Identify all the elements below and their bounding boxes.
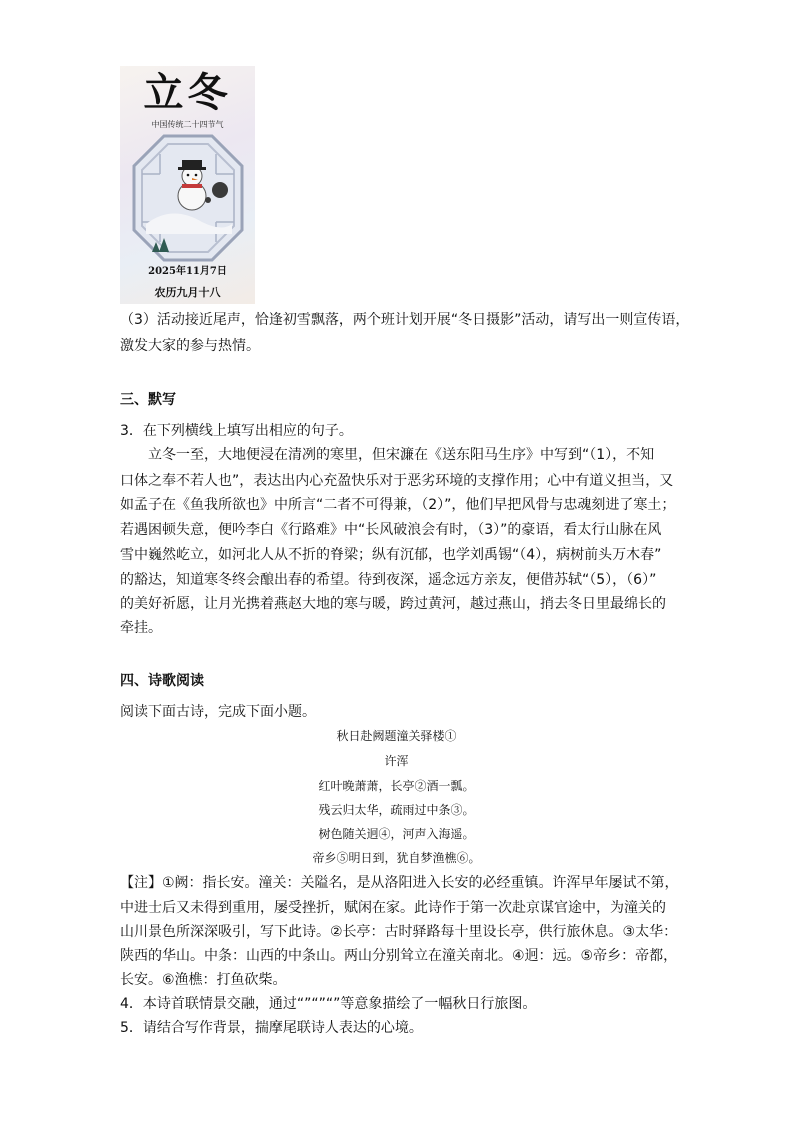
- poster-date: 2025年11月7日: [148, 266, 227, 277]
- poem-line: 树色随关迥④，河声入海遥。: [318, 827, 475, 841]
- passage-line: 牵挂。: [120, 620, 162, 636]
- poster-lunar-date: 农历九月十八: [154, 286, 221, 299]
- poem-note-line: 山川景色所深深吸引，写下此诗。②长亭：古时驿路每十里设长亭，供行旅休息。③太华：: [120, 924, 678, 940]
- snowman-window-illustration: [132, 134, 244, 262]
- question-2-3-line1: （3）活动接近尾声，恰逢初雪飘落，两个班计划开展“冬日摄影”活动，请写出一则宣传语，: [120, 312, 690, 328]
- poster-subtitle: 中国传统二十四节气: [151, 120, 224, 129]
- passage-line: 的豁达，知道寒冬终会酿出春的希望。待到夜深，遥念远方亲友，便借苏轼“（5），（6）”: [120, 572, 657, 588]
- passage-line: 立冬一至，大地便浸在清冽的寒里，但宋濂在《送东阳马生序》中写到“（1），不知: [148, 447, 655, 463]
- question-2-3-line2: 激发大家的参与热情。: [120, 338, 260, 354]
- poem-note-line: 长安。⑥渔樵：打鱼砍柴。: [120, 972, 287, 988]
- question-4: 4．本诗首联情景交融，通过“”“”“”等意象描绘了一幅秋日行旅图。: [120, 996, 537, 1012]
- passage-line: 的美好祈愿，让月光携着燕赵大地的寒与暖，跨过黄河，越过燕山，捎去冬日里最绵长的: [120, 596, 666, 612]
- poem-line: 红叶晚萧萧，长亭②酒一瓢。: [318, 779, 475, 793]
- passage-line: 雪中巍然屹立，如河北人从不折的脊梁；纵有沉郁，也学刘禹锡“（4），病树前头万木春”: [120, 547, 662, 563]
- poem-note-line: 中进士后又未得到重用，屡受挫折，赋闲在家。此诗作于第一次赴京谋官途中，为潼关的: [120, 900, 666, 916]
- poem-line: 残云归太华，疏雨过中条③。: [318, 803, 475, 817]
- passage-line: 若遇困顿失意，便吟李白《行路难》中“长风破浪会有时，（3）”的豪语，看太行山脉在风: [120, 522, 662, 538]
- poem-line: 帝乡⑤明日到，犹自梦渔樵⑥。: [312, 851, 481, 865]
- question-3-prompt: 3．在下列横线上填写出相应的句子。: [120, 423, 353, 439]
- section-4-heading: 四、诗歌阅读: [120, 673, 204, 689]
- poem-note-line: 陕西的华山。中条：山西的中条山。两山分别耸立在潼关南北。④迥：远。⑤帝乡：帝都，: [120, 948, 678, 964]
- section-4-intro: 阅读下面古诗，完成下面小题。: [120, 704, 316, 720]
- passage-line: 口体之奉不若人也”，表达出内心充盈快乐对于恶劣环境的支撑作用；心中有道义担当，又: [120, 473, 674, 489]
- section-3-heading: 三、默写: [120, 392, 176, 408]
- poem-note-line: 【注】①阙：指长安。潼关：关隘名，是从洛阳进入长安的必经重镇。许浑早年屡试不第，: [120, 875, 679, 891]
- question-5: 5．请结合写作背景，揣摩尾联诗人表达的心境。: [120, 1020, 423, 1036]
- poem-author: 许浑: [384, 754, 409, 768]
- poem-title: 秋日赴阙题潼关驿楼①: [336, 729, 457, 743]
- passage-line: 如孟子在《鱼我所欲也》中所言“二者不可得兼，（2）”，他们早把风骨与忠魂刻进了寒土；: [120, 497, 676, 513]
- poster-title: 立冬: [143, 69, 232, 116]
- solar-term-poster: [120, 66, 255, 304]
